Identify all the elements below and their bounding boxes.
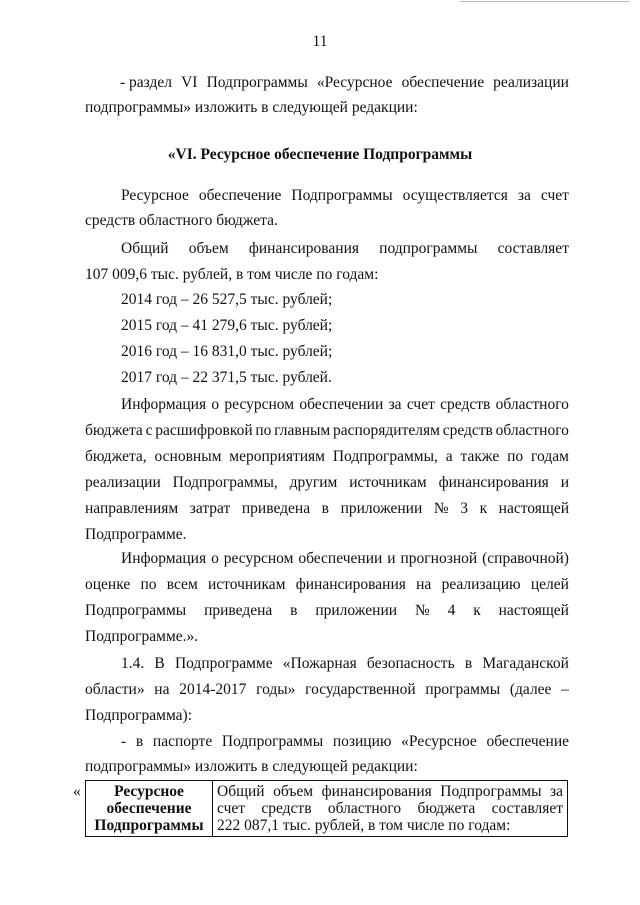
para5-line-2 xyxy=(85,681,569,699)
word: в xyxy=(321,500,329,517)
word: приложении xyxy=(340,500,423,517)
word: (справочной) xyxy=(482,550,569,567)
word: 4 xyxy=(447,602,456,619)
word: источникам xyxy=(208,576,286,593)
year-2015: 2015 год – 41 279,6 тыс. рублей; xyxy=(121,317,333,334)
word: по xyxy=(140,576,157,593)
word: Подпрограмме xyxy=(174,655,273,672)
word: Магаданской xyxy=(482,655,569,672)
word: средств xyxy=(442,422,493,439)
word: также xyxy=(460,448,500,465)
word: областного xyxy=(495,422,569,439)
para5-line-3: Подпрограмма): xyxy=(85,707,193,724)
para3-line-6: Подпрограмме. xyxy=(85,526,187,543)
section-title: «VI. Ресурсное обеспечение Подпрограммы xyxy=(167,146,473,163)
para4-line-2 xyxy=(85,576,569,594)
word: в xyxy=(290,602,298,619)
word: Подпрограммы xyxy=(440,783,542,800)
word: и xyxy=(387,550,396,567)
word: объем xyxy=(188,240,229,257)
word: по xyxy=(507,448,524,465)
word: Общий xyxy=(217,783,265,800)
word: основным xyxy=(154,448,222,465)
resource-label-cell xyxy=(86,781,213,837)
passport-table xyxy=(85,780,568,837)
para1-line-1 xyxy=(121,187,569,205)
word: ресурсном xyxy=(224,396,295,413)
word: мероприятиям xyxy=(229,448,325,465)
word: областного xyxy=(495,396,569,413)
para3-line-4 xyxy=(85,474,569,492)
word: 1.4. xyxy=(121,655,145,672)
word: целей xyxy=(530,576,569,593)
word: № xyxy=(433,500,449,517)
word: обеспечение xyxy=(486,733,569,750)
word: (далее xyxy=(509,681,552,698)
word: на xyxy=(416,576,432,593)
word: - раздел xyxy=(120,74,173,91)
word: Подпрограммы xyxy=(221,733,324,750)
word: осуществляется xyxy=(402,187,508,204)
word: составляет xyxy=(497,240,569,257)
para2-line-1 xyxy=(121,240,569,258)
intro-line-1 xyxy=(120,74,569,92)
word: финансирования xyxy=(295,576,406,593)
word: распорядителям xyxy=(332,422,440,439)
word: подпрограммы xyxy=(379,240,478,257)
word: бюджета, xyxy=(85,448,147,465)
para6-line-2: подпрограммы» изложить в следующей редакции: xyxy=(85,758,418,775)
word: Информация xyxy=(121,396,207,413)
para4-line-1 xyxy=(121,550,569,568)
word: годам xyxy=(531,448,569,465)
word: «Пожарная xyxy=(282,655,357,672)
word: финансирования xyxy=(438,474,549,491)
word: «Ресурсное xyxy=(316,74,393,91)
table-row xyxy=(86,781,568,837)
word: в xyxy=(464,655,473,672)
word: обеспечении xyxy=(298,550,383,567)
word: Подпрограммы, xyxy=(332,448,438,465)
word: программы xyxy=(425,681,501,698)
word: Подпрограммы xyxy=(85,602,187,619)
year-2016: 2016 год – 16 831,0 тыс. рублей; xyxy=(121,343,333,360)
word: и xyxy=(560,474,569,491)
word: паспорте xyxy=(152,733,213,750)
word: с xyxy=(145,422,153,439)
word: безопасность xyxy=(366,655,455,672)
word: Информация xyxy=(121,550,207,567)
word: оценке xyxy=(85,576,131,593)
word: финансирования xyxy=(321,783,432,800)
year-2014: 2014 год – 26 527,5 тыс. рублей; xyxy=(121,291,333,308)
word: Подпрограммы xyxy=(206,74,308,91)
word: 2014-2017 xyxy=(179,681,247,698)
word: государственной xyxy=(305,681,416,698)
word: 3 xyxy=(460,500,468,517)
word: к xyxy=(479,500,488,517)
word: направлениям xyxy=(85,500,179,517)
word: к xyxy=(473,602,481,619)
word: прогнозной xyxy=(400,550,478,567)
word: реализации xyxy=(493,74,569,91)
word: за xyxy=(388,396,402,413)
intro-line-2: подпрограммы» изложить в следующей редакции: xyxy=(85,99,418,116)
word: о xyxy=(211,396,220,413)
word: бюджета xyxy=(85,422,143,439)
word: ресурсном xyxy=(223,550,294,567)
word: Общий xyxy=(121,240,169,257)
word: Подпрограммы xyxy=(291,187,393,204)
year-2017: 2017 год – 22 371,5 тыс. рублей. xyxy=(121,369,332,386)
word: за xyxy=(517,187,531,204)
word: обеспечение xyxy=(198,187,282,204)
word: № xyxy=(414,602,430,619)
word: о xyxy=(211,550,219,567)
word: другим xyxy=(289,474,338,491)
para3-line-2 xyxy=(85,422,569,440)
word: настоящей xyxy=(498,500,569,517)
para3-line-1 xyxy=(121,396,569,414)
word: составляет xyxy=(491,800,563,817)
word: - xyxy=(121,733,127,750)
word: счет xyxy=(406,396,435,413)
word: годы» xyxy=(256,681,296,698)
word: затрат xyxy=(189,500,231,517)
word: «Ресурсное xyxy=(401,733,477,750)
word: Ресурсное xyxy=(121,187,189,204)
word: расшифровкой xyxy=(155,422,253,439)
word: обеспечении xyxy=(299,396,384,413)
word: настоящей xyxy=(498,602,569,619)
word: средств xyxy=(440,396,491,413)
page-number: 11 xyxy=(312,33,328,50)
word: областного xyxy=(327,800,402,817)
word: источникам xyxy=(349,474,427,491)
word: VI xyxy=(181,74,198,91)
para3-line-5 xyxy=(85,500,569,518)
word: приложении xyxy=(315,602,398,619)
word: на xyxy=(154,681,170,698)
word: реализации xyxy=(85,474,161,491)
para5-line-1 xyxy=(121,655,569,673)
word: в xyxy=(135,733,144,750)
word: по xyxy=(255,422,272,439)
word: средств xyxy=(261,800,312,817)
word: всем xyxy=(166,576,198,593)
para4-line-4: Подпрограмме.». xyxy=(85,628,199,645)
word: за xyxy=(549,783,563,800)
cell-line-1 xyxy=(217,783,563,800)
word: обеспечение xyxy=(401,74,485,91)
word: бюджета xyxy=(417,800,476,817)
word: счет xyxy=(540,187,569,204)
top-border-line xyxy=(460,1,630,2)
word: финансирования xyxy=(248,240,360,257)
word: позицию xyxy=(332,733,392,750)
word: – xyxy=(561,681,569,698)
word: реализацию xyxy=(441,576,521,593)
label-line-3: Подпрограммы xyxy=(94,817,204,834)
label-line-1: Ресурсное xyxy=(114,783,184,800)
para3-line-3 xyxy=(85,448,569,466)
resource-text-cell xyxy=(213,781,568,837)
word: объем xyxy=(273,783,314,800)
word: приведена xyxy=(204,602,273,619)
word: В xyxy=(154,655,165,672)
cell-line-2 xyxy=(217,800,563,817)
para4-line-3 xyxy=(85,602,569,620)
cell-line-3: 222 087,1 тыс. рублей, в том числе по годам: xyxy=(217,817,511,834)
word: главным xyxy=(274,422,331,439)
word: а xyxy=(445,448,453,465)
label-line-2: обеспечение xyxy=(106,800,192,817)
word: счет xyxy=(217,800,246,817)
para2-line-2: 107 009,6 тыс. рублей, в том числе по годам: xyxy=(85,266,379,283)
word: области» xyxy=(85,681,145,698)
para1-line-2: средств областного бюджета. xyxy=(85,212,278,229)
word: приведена xyxy=(241,500,311,517)
para6-line-1 xyxy=(121,733,569,751)
word: Подпрограммы, xyxy=(172,474,278,491)
table-open-quote: « xyxy=(73,783,81,800)
